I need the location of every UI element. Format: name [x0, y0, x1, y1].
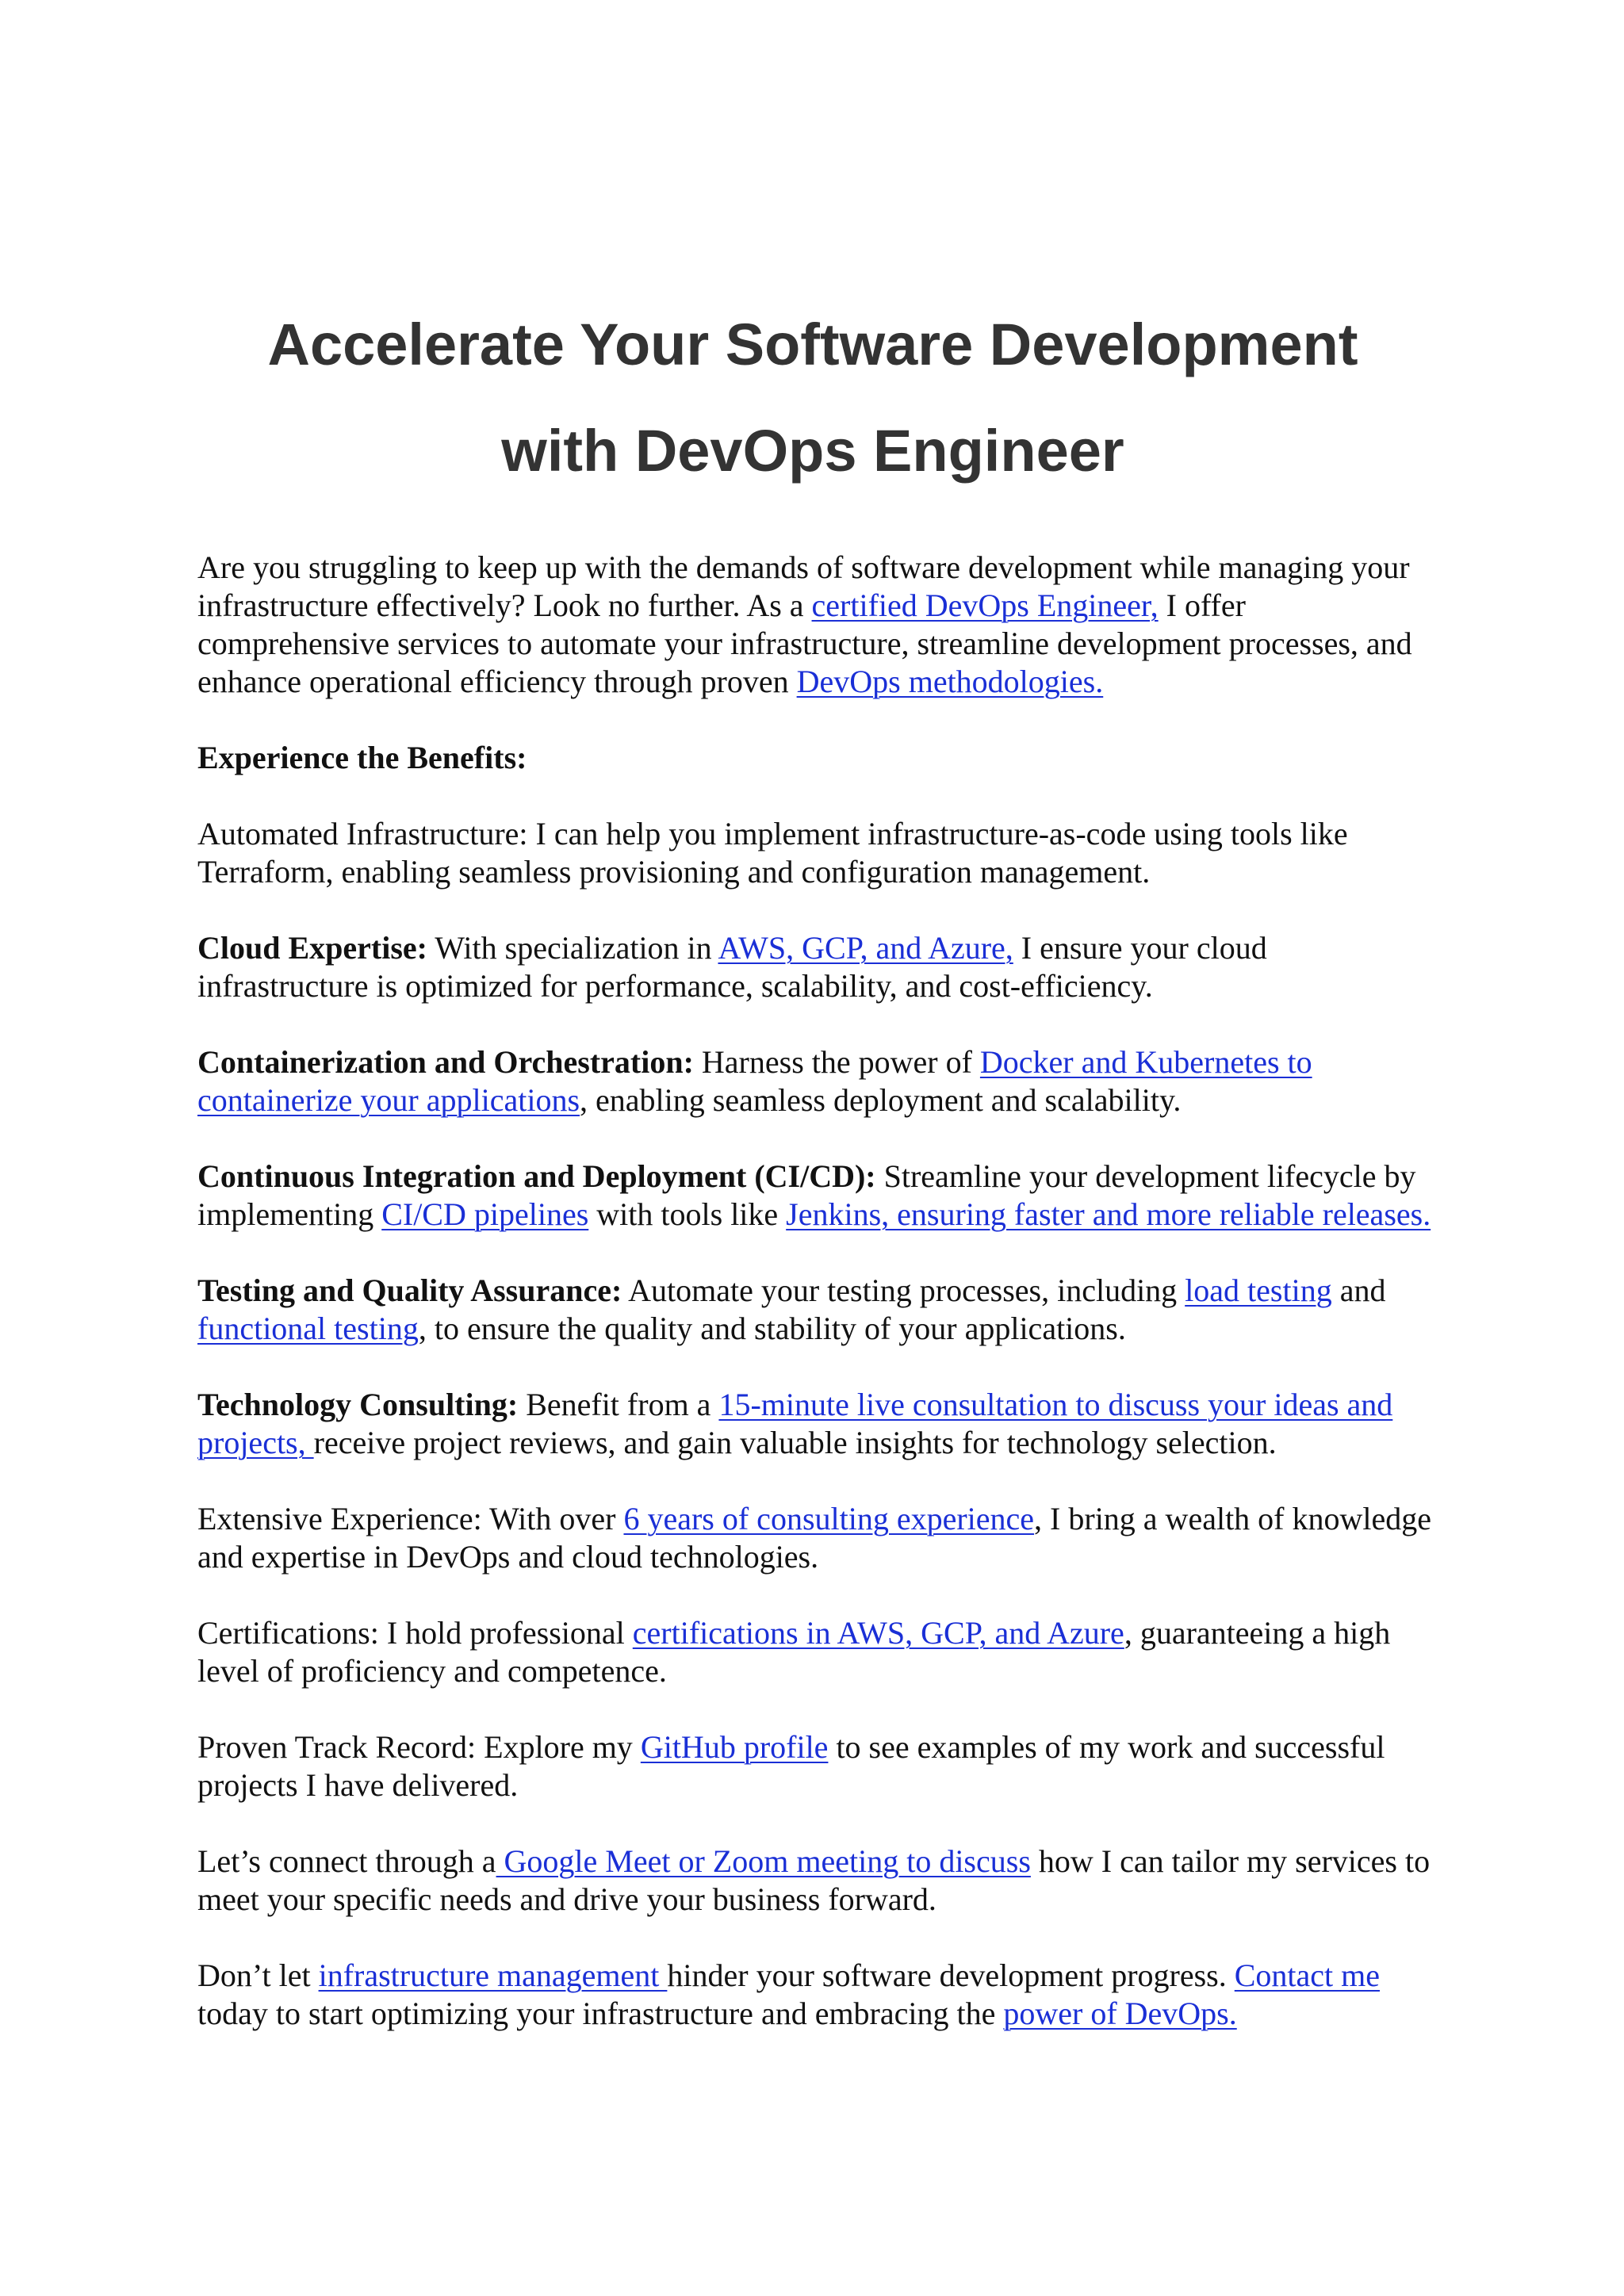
consulting-label: Technology Consulting:	[197, 1387, 519, 1422]
load-testing-link[interactable]: load testing	[1185, 1272, 1332, 1308]
intro-paragraph	[197, 549, 1434, 701]
contact-me-link[interactable]: Contact me	[1234, 1957, 1381, 1993]
certifications-link[interactable]: certifications in AWS, GCP, and Azure	[632, 1615, 1124, 1651]
track-record-text-2: to see examples of my work and successful projects I have delivered.	[197, 1729, 1385, 1803]
containerization-text-2: , enabling seamless deployment and scalability.	[580, 1082, 1182, 1118]
connect-text-2: how I can tailor my services to meet your specific needs and drive your business forward.	[197, 1843, 1431, 1917]
testing-paragraph	[197, 1272, 1434, 1348]
cloud-text-1: With specialization in	[427, 930, 718, 966]
page-title-line-2: with DevOps Engineer	[501, 418, 1124, 484]
experience-text-2: , I bring a wealth of knowledge and expertise in DevOps and cloud technologies.	[197, 1501, 1432, 1575]
closing-text-3: today to start optimizing your infrastructure and embracing the	[197, 1996, 1004, 2031]
document-body	[197, 549, 1434, 2071]
meeting-link[interactable]: Google Meet or Zoom meeting to discuss	[496, 1843, 1031, 1879]
jenkins-link[interactable]: Jenkins, ensuring faster and more reliable releases.	[786, 1196, 1431, 1232]
cloud-expertise-label: Cloud Expertise:	[197, 930, 427, 966]
consulting-text-2: receive project reviews, and gain valuable insights for technology selection.	[313, 1425, 1277, 1460]
cicd-text-1: Streamline your development lifecycle by implementing	[197, 1158, 1416, 1232]
experience-paragraph	[197, 1500, 1434, 1576]
docker-kubernetes-link[interactable]: Docker and Kubernetes to containerize your applications	[197, 1044, 1312, 1118]
track-record-text-1: Proven Track Record: Explore my	[197, 1729, 641, 1765]
power-of-devops-link[interactable]: power of DevOps.	[1003, 1996, 1237, 2031]
intro-text-2: I offer comprehensive services to automate your infrastructure, streamline development processes, and enhance operational efficiency through proven	[197, 587, 1412, 699]
certifications-text-1: Certifications: I hold professional	[197, 1615, 633, 1651]
consulting-paragraph	[197, 1386, 1434, 1462]
containerization-text-1: Harness the power of	[693, 1044, 980, 1080]
connect-paragraph	[197, 1843, 1434, 1919]
certifications-text-2: , guaranteeing a high level of proficiency and competence.	[197, 1615, 1391, 1689]
testing-text-3: , to ensure the quality and stability of your applications.	[418, 1311, 1126, 1346]
intro-text-1: Are you struggling to keep up with the demands of software development while managing your infrastructure effectively? Look no further. As a	[197, 549, 1410, 623]
testing-label: Testing and Quality Assurance:	[197, 1272, 622, 1308]
closing-text-1: Don’t let	[197, 1957, 319, 1993]
benefits-heading-text: Experience the Benefits:	[197, 740, 527, 775]
live-consultation-link[interactable]: 15-minute live consultation to discuss your ideas and projects,	[197, 1387, 1393, 1460]
containerization-label: Containerization and Orchestration:	[197, 1044, 694, 1080]
automated-infrastructure-text: Automated Infrastructure: I can help you implement infrastructure-as-code using tools like Terraform, enabling seamless provisioning and configuration management.	[197, 816, 1348, 890]
track-record-paragraph	[197, 1728, 1434, 1804]
cloud-expertise-paragraph	[197, 929, 1434, 1005]
consulting-text-1: Benefit from a	[518, 1387, 719, 1422]
certifications-paragraph	[197, 1614, 1434, 1690]
experience-text-1: Extensive Experience: With over	[197, 1501, 624, 1536]
consulting-experience-link[interactable]: 6 years of consulting experience	[623, 1501, 1035, 1536]
containerization-paragraph	[197, 1043, 1434, 1119]
infrastructure-management-link[interactable]: infrastructure management	[318, 1957, 668, 1993]
cicd-pipelines-link[interactable]: CI/CD pipelines	[381, 1196, 589, 1232]
cicd-text-2: with tools like	[588, 1196, 787, 1232]
benefits-heading	[197, 739, 1434, 777]
closing-paragraph	[197, 1957, 1434, 2033]
cloud-text-2: I ensure your cloud infrastructure is optimized for performance, scalability, and cost-efficiency.	[197, 930, 1267, 1004]
cicd-label: Continuous Integration and Deployment (CI/CD):	[197, 1158, 876, 1194]
automated-infrastructure-paragraph	[197, 815, 1434, 891]
github-profile-link[interactable]: GitHub profile	[640, 1729, 829, 1765]
functional-testing-link[interactable]: functional testing	[197, 1311, 419, 1346]
testing-text-1: Automate your testing processes, including	[622, 1272, 1185, 1308]
connect-text-1: Let’s connect through a	[197, 1843, 496, 1879]
testing-text-2: and	[1331, 1272, 1386, 1308]
certified-devops-engineer-link[interactable]: certified DevOps Engineer,	[811, 587, 1159, 623]
page-title-line-1: Accelerate Your Software Development	[267, 312, 1358, 377]
closing-text-2: hinder your software development progress.	[667, 1957, 1235, 1993]
aws-gcp-azure-link[interactable]: AWS, GCP, and Azure,	[718, 930, 1013, 966]
devops-methodologies-link[interactable]: DevOps methodologies.	[796, 664, 1104, 699]
cicd-paragraph	[197, 1158, 1434, 1234]
